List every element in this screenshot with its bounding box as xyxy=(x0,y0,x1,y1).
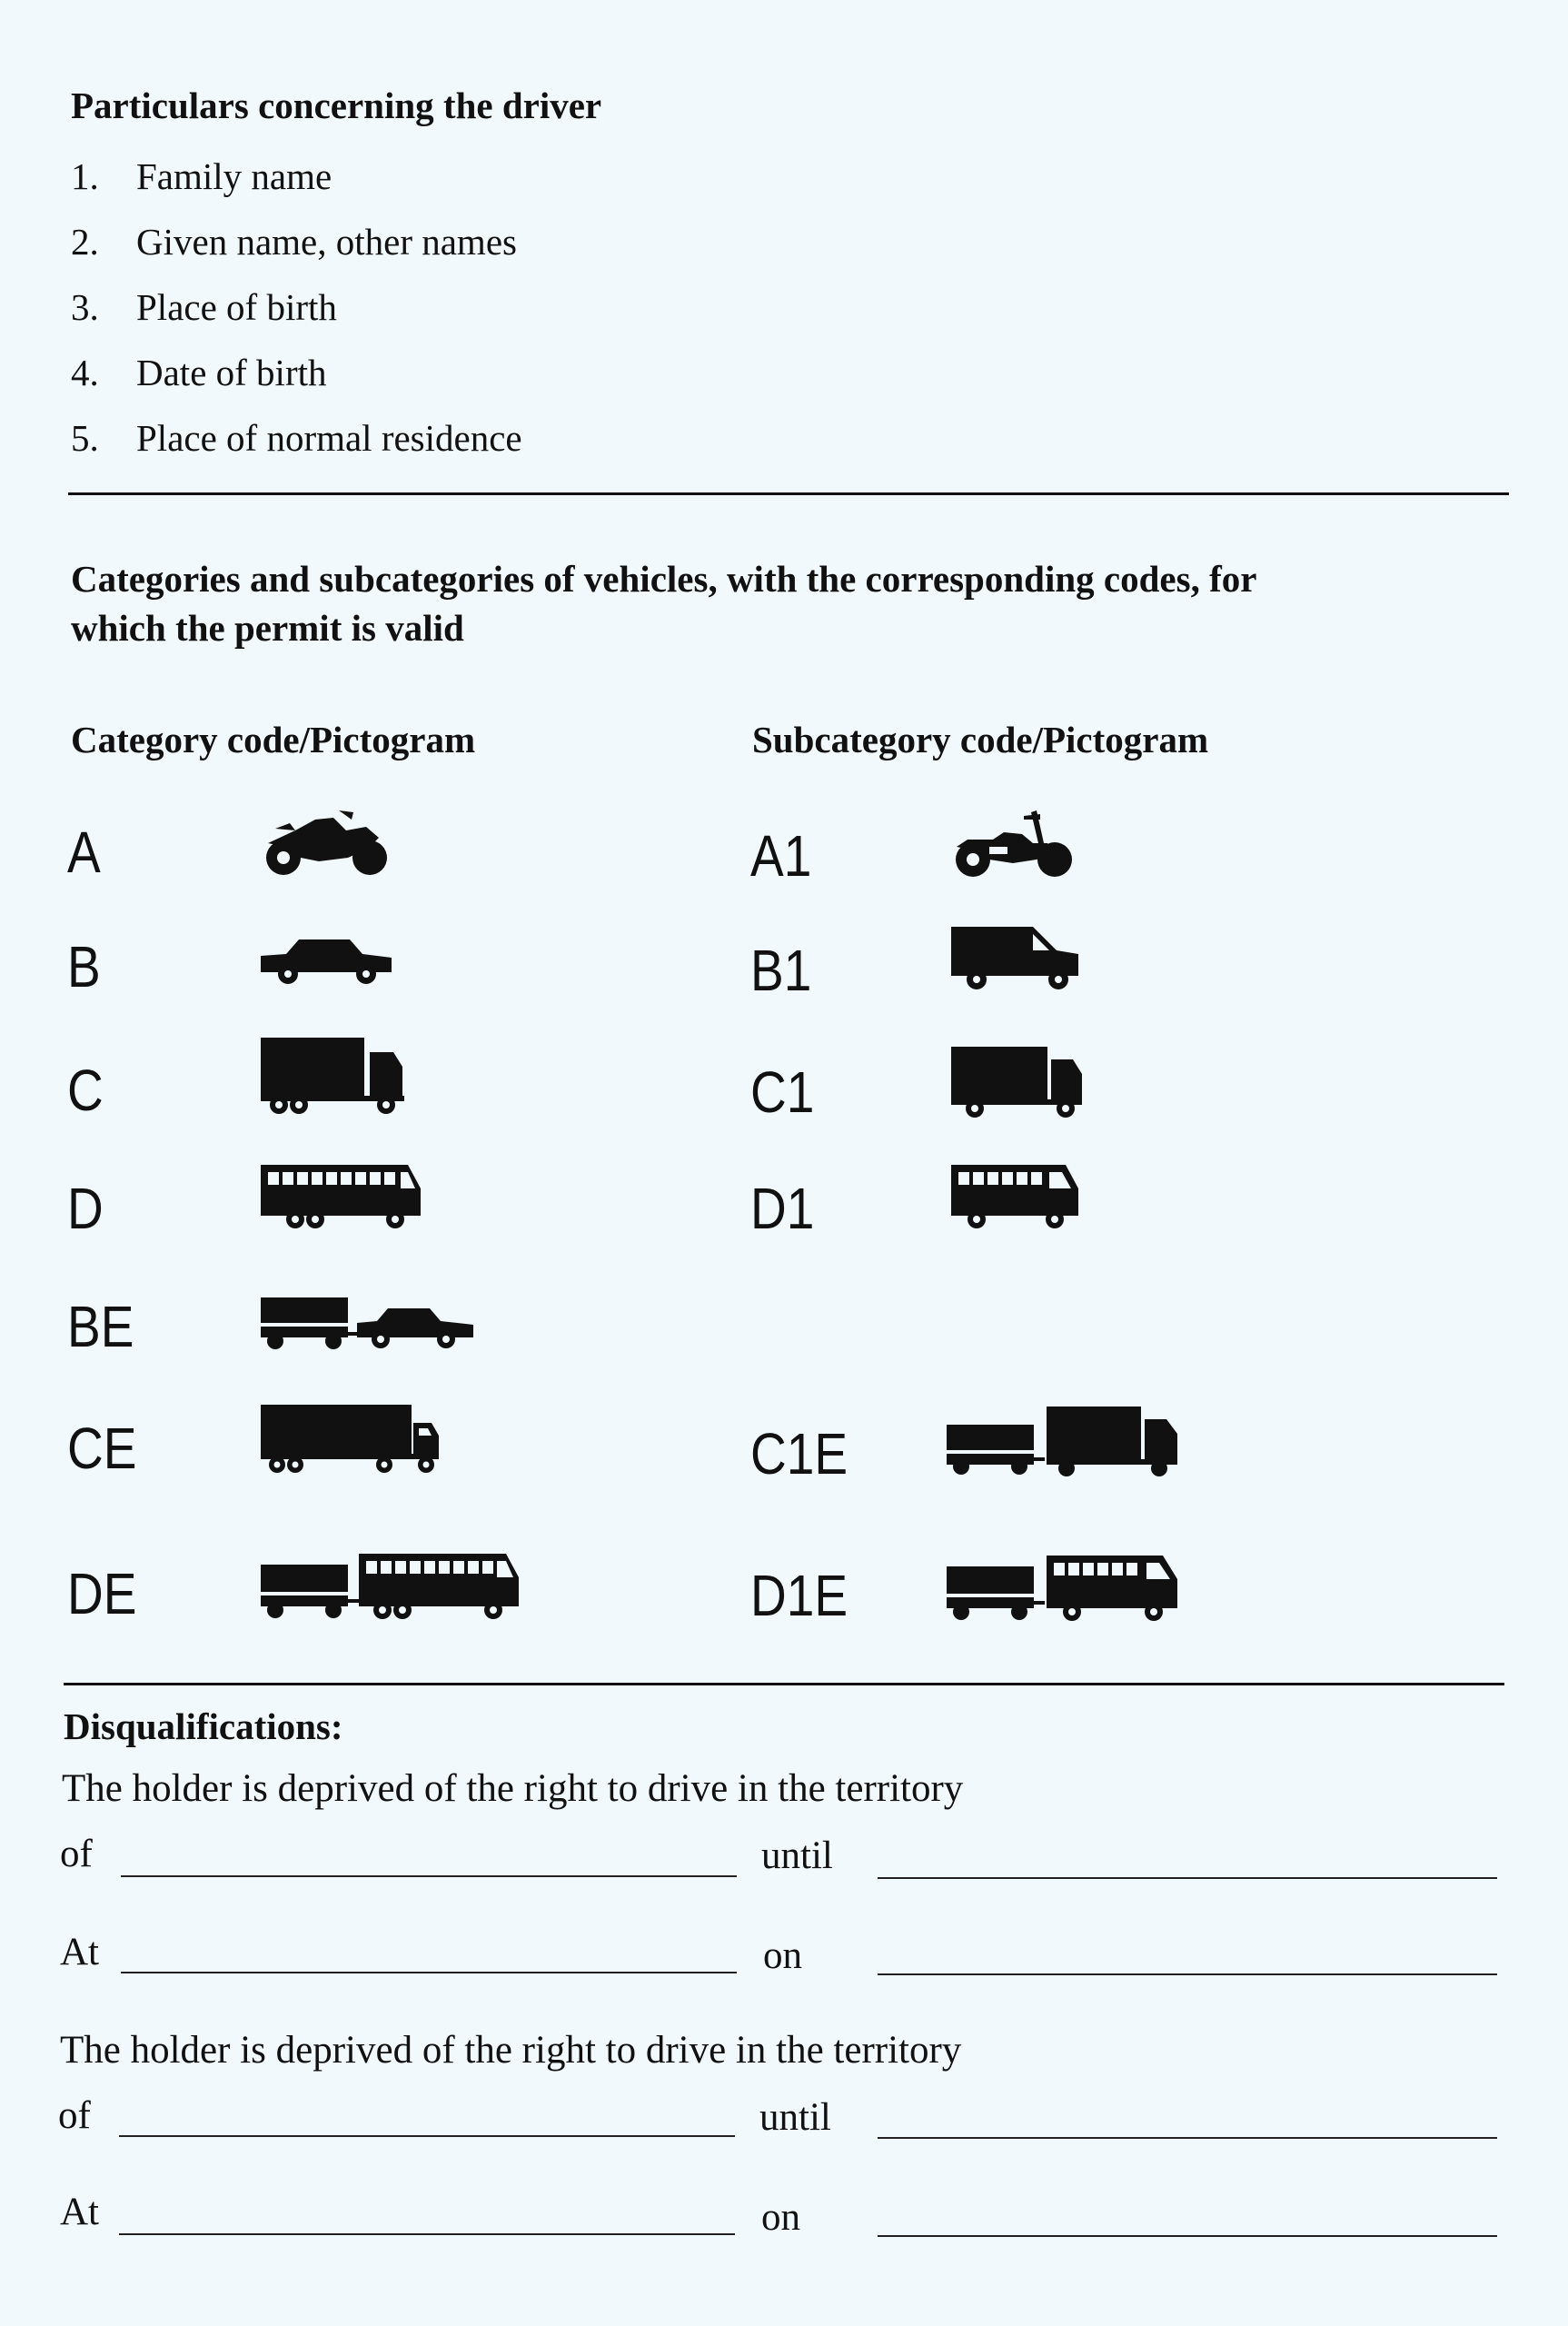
until-date-field[interactable] xyxy=(878,2137,1497,2139)
deprivation-sentence: The holder is deprived of the right to drive in the territory xyxy=(62,1767,964,1810)
item-number: 5. xyxy=(71,417,99,459)
category-code: BE xyxy=(67,1294,134,1359)
on-date-field[interactable] xyxy=(878,1973,1497,1975)
list-item xyxy=(71,351,326,394)
item-number: 4. xyxy=(71,352,99,393)
until-date-field[interactable] xyxy=(878,1877,1497,1879)
item-label: Place of birth xyxy=(136,286,337,328)
of-label: of xyxy=(60,1833,93,1875)
categories-section-title xyxy=(71,554,1256,652)
subcategory-code: A1 xyxy=(750,823,812,889)
articulated-truck-icon xyxy=(259,1403,441,1477)
subcategory-code: D1E xyxy=(750,1563,849,1628)
category-code: C xyxy=(67,1058,104,1123)
list-item xyxy=(71,416,522,460)
trailer-light-truck-icon xyxy=(945,1403,1181,1477)
until-label: until xyxy=(759,2096,831,2139)
item-label: Family name xyxy=(136,155,332,197)
trailer-bus-icon xyxy=(259,1550,522,1625)
list-item xyxy=(71,285,337,329)
item-label: Place of normal residence xyxy=(136,417,522,459)
subcategory-column-header: Subcategory code/Pictogram xyxy=(752,719,1209,760)
van-icon xyxy=(949,925,1081,992)
light-truck-icon xyxy=(949,1045,1086,1118)
minibus-icon xyxy=(949,1163,1081,1230)
bus-icon xyxy=(259,1163,422,1230)
item-label: Date of birth xyxy=(136,352,327,393)
territory-field[interactable] xyxy=(121,1875,737,1877)
at-place-field[interactable] xyxy=(121,1972,737,1973)
light-motorcycle-icon xyxy=(949,807,1077,880)
category-code: A xyxy=(67,820,101,885)
driver-section-title: Particulars concerning the driver xyxy=(71,84,602,126)
of-label: of xyxy=(58,2094,91,2137)
item-number: 2. xyxy=(71,221,99,263)
category-column-header: Category code/Pictogram xyxy=(71,719,476,760)
until-label: until xyxy=(761,1834,833,1877)
at-label: At xyxy=(60,1931,99,1973)
subcategory-code: C1E xyxy=(750,1421,849,1486)
divider xyxy=(64,1683,1504,1685)
divider xyxy=(68,492,1509,495)
category-code: DE xyxy=(67,1561,137,1626)
category-code: CE xyxy=(67,1416,137,1481)
categories-title-line-2: which the permit is valid xyxy=(71,607,464,649)
item-number: 3. xyxy=(71,286,99,328)
truck-icon xyxy=(259,1036,404,1116)
car-icon xyxy=(259,936,395,987)
subcategory-code: C1 xyxy=(750,1059,815,1125)
item-number: 1. xyxy=(71,155,99,197)
trailer-car-icon xyxy=(259,1296,477,1352)
territory-field[interactable] xyxy=(119,2135,735,2137)
at-label: At xyxy=(60,2191,99,2233)
on-label: on xyxy=(763,1934,802,1977)
list-item xyxy=(71,220,517,263)
list-item xyxy=(71,154,332,198)
subcategory-code: B1 xyxy=(750,938,812,1003)
trailer-minibus-icon xyxy=(945,1554,1181,1623)
on-date-field[interactable] xyxy=(878,2235,1497,2237)
item-label: Given name, other names xyxy=(136,221,517,263)
category-code: B xyxy=(67,934,101,999)
at-place-field[interactable] xyxy=(119,2233,735,2235)
categories-title-line-1: Categories and subcategories of vehicles, with the corresponding codes, for xyxy=(71,558,1257,600)
category-code: D xyxy=(67,1176,104,1241)
disqualifications-title: Disqualifications: xyxy=(64,1705,343,1747)
on-label: on xyxy=(761,2196,800,2239)
subcategory-code: D1 xyxy=(750,1176,815,1241)
deprivation-sentence: The holder is deprived of the right to drive in the territory xyxy=(60,2029,962,2072)
motorcycle-icon xyxy=(259,807,395,880)
